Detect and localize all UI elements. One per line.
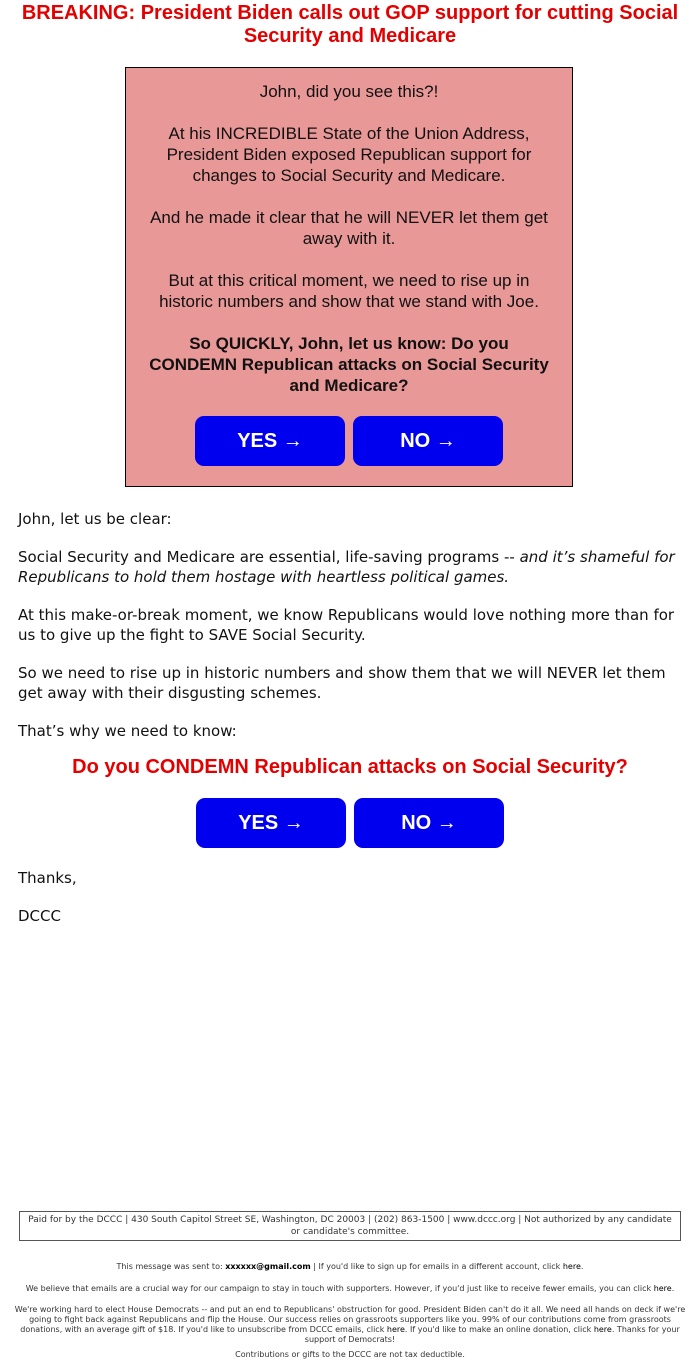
fewer-emails-text: We believe that emails are a crucial way for our campaign to stay in touch with supporters. However, if you'd just like to receive fewer emails, you can click	[25, 1284, 654, 1293]
sent-to-prefix: This message was sent to:	[116, 1262, 226, 1271]
box-paragraph-3: But at this critical moment, we need to rise up in historic numbers and show that we stand with Joe.	[159, 271, 539, 311]
online-donation-text: . If you'd like to make an online donation, click	[404, 1325, 594, 1334]
box-greeting: John, did you see this?!	[259, 82, 439, 101]
box-button-row	[148, 416, 550, 466]
signup-other-account-link[interactable]: here	[562, 1262, 581, 1271]
email-body	[18, 509, 684, 759]
signoff-thanks: Thanks,	[18, 869, 77, 887]
poll-box	[125, 67, 573, 487]
paid-for-disclaimer: Paid for by the DCCC | 430 South Capitol Street SE, Washington, DC 20003 | (202) 863-1500 | www.dccc.org | Not authorized by any candidate or candidate's committee.	[19, 1211, 681, 1241]
support-notice	[14, 1305, 686, 1345]
body-paragraph-4: That’s why we need to know:	[18, 722, 237, 740]
fewer-emails-link[interactable]: here	[653, 1284, 672, 1293]
headline: BREAKING: President Biden calls out GOP support for cutting Social Security and Medicare	[21, 2, 679, 47]
sent-to-suffix: | If you'd like to sign up for emails in a different account, click	[310, 1262, 563, 1271]
box-paragraph-2: And he made it clear that he will NEVER let them get away with it.	[150, 208, 548, 248]
yes-button[interactable]: YES →	[195, 416, 345, 466]
second-question: Do you CONDEMN Republican attacks on Social Security?	[72, 756, 628, 778]
body-paragraph-1-italic: and it’s shameful for Republicans to hold them hostage with heartless political games.	[18, 548, 675, 586]
support-thanks-text: . Thanks for your support of Democrats!	[304, 1325, 680, 1344]
signoff	[18, 868, 77, 944]
body-paragraph-1	[18, 547, 684, 587]
box-paragraph-1: At his INCREDIBLE State of the Union Address, President Biden exposed Republican support for changes to Social Security and Medicare.	[166, 124, 532, 185]
body-intro: John, let us be clear:	[18, 510, 172, 528]
yes-button-2[interactable]: YES →	[196, 798, 346, 848]
no-button[interactable]: NO →	[353, 416, 503, 466]
second-button-row	[0, 798, 700, 848]
unsubscribe-link[interactable]: here	[386, 1325, 405, 1334]
tax-note: Contributions or gifts to the DCCC are not tax deductible.	[235, 1350, 465, 1359]
no-button-2[interactable]: NO →	[354, 798, 504, 848]
fewer-emails-notice: We believe that emails are a crucial way for our campaign to stay in touch with supporters. However, if you'd just like to receive fewer emails, you can click here.	[25, 1284, 675, 1293]
donation-link[interactable]: here	[593, 1325, 612, 1334]
working-hard-text: We're working hard to elect House Democrats -- and put an end to Republicans' obstruction for good. President Biden can't do it all. We need all hands on deck if we're going to fight back against Republicans and flip the House. Our success relies on grassroots supporters like you. 99% of our contributions come from grassroots donations, with an average gift of $18. If you'd like to unsubscribe from DCCC emails, click	[14, 1305, 686, 1334]
sent-to-notice: This message was sent to: xxxxxx@gmail.com | If you'd like to sign up for emails in a different account, click here.	[116, 1262, 584, 1271]
signoff-sender: DCCC	[18, 907, 61, 925]
body-paragraph-1-plain: Social Security and Medicare are essential, life-saving programs --	[18, 548, 520, 566]
body-paragraph-2: At this make-or-break moment, we know Republicans would love nothing more than for us to give up the fight to SAVE Social Security.	[18, 606, 675, 644]
body-paragraph-3: So we need to rise up in historic numbers and show them that we will NEVER let them get away with their disgusting schemes.	[18, 664, 666, 702]
box-question: So QUICKLY, John, let us know: Do you CONDEMN Republican attacks on Social Security and Medicare?	[149, 334, 549, 395]
recipient-email: xxxxxx@gmail.com	[225, 1262, 311, 1271]
